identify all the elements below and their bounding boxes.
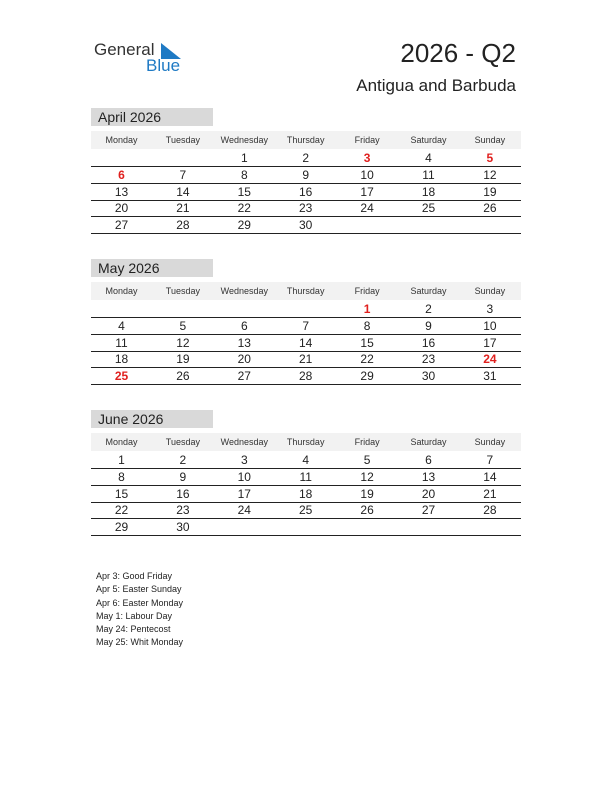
logo-text-general: General (94, 40, 155, 59)
month-label: May 2026 (91, 259, 213, 277)
day-cell: 26 (360, 503, 374, 518)
weekday-label: Wednesday (220, 286, 268, 296)
day-cell: 28 (176, 218, 190, 233)
day-cell: 20 (114, 201, 129, 216)
day-cell: 22 (360, 352, 374, 367)
day-cell: 19 (360, 486, 374, 501)
holiday-note: Apr 3: Good Friday (96, 571, 173, 581)
day-cell: 17 (237, 486, 251, 501)
day-cell: 18 (421, 184, 436, 199)
day-cell: 22 (114, 503, 129, 518)
day-cell: 3 (240, 453, 248, 467)
day-cell: 4 (425, 151, 432, 165)
weekday-label: Thursday (286, 286, 325, 296)
holiday-list (96, 570, 183, 650)
weekday-label: Friday (354, 437, 380, 447)
day-cell: 20 (237, 352, 251, 367)
weekday-label: Saturday (410, 437, 447, 447)
day-cell: 30 (421, 369, 436, 384)
weekday-label: Wednesday (220, 437, 268, 447)
day-cell: 18 (299, 486, 313, 501)
day-cell: 2 (425, 302, 432, 316)
week-row (91, 486, 521, 503)
day-cell: 7 (302, 318, 310, 333)
day-cell: 7 (179, 167, 187, 182)
day-cell: 10 (237, 469, 251, 484)
day-cell: 12 (483, 167, 497, 182)
week-row (91, 318, 521, 335)
holiday-note: May 25: Whit Monday (96, 637, 184, 648)
weekday-label: Saturday (410, 135, 447, 145)
week-row (91, 368, 521, 385)
day-cell: 19 (483, 184, 497, 199)
weekday-label: Tuesday (165, 437, 200, 447)
day-cell: 20 (421, 486, 436, 501)
day-cell: 23 (176, 503, 190, 518)
day-cell: 17 (360, 184, 374, 199)
day-cell: 6 (425, 453, 432, 467)
day-cell: 26 (176, 369, 190, 384)
holiday-note: Apr 5: Easter Sunday (96, 584, 182, 595)
day-cell: 16 (176, 486, 190, 501)
day-cell: 13 (237, 335, 251, 350)
day-cell: 3 (486, 302, 494, 316)
week-row (91, 335, 521, 352)
week-row (91, 502, 521, 519)
day-cell: 30 (299, 218, 313, 233)
day-cell: 18 (114, 352, 129, 367)
day-cell: 5 (486, 151, 494, 165)
week-row (91, 452, 521, 469)
day-cell: 5 (363, 453, 371, 467)
day-cell: 5 (179, 318, 187, 333)
week-row (91, 469, 521, 486)
day-cell: 4 (302, 453, 310, 467)
day-cell: 23 (299, 201, 313, 216)
day-cell: 25 (421, 201, 436, 216)
day-cell: 11 (299, 469, 312, 484)
weekday-label: Saturday (410, 286, 447, 296)
day-cell: 27 (421, 503, 436, 518)
day-cell: 4 (118, 318, 125, 333)
day-cell: 17 (483, 335, 497, 350)
day-cell: 30 (176, 520, 190, 535)
day-cell: 23 (421, 352, 436, 367)
day-cell: 29 (237, 218, 251, 233)
day-cell: 14 (483, 469, 497, 484)
weekday-label: Friday (354, 135, 380, 145)
day-cell: 27 (237, 369, 251, 384)
day-cell: 15 (237, 184, 251, 199)
day-cell: 21 (299, 352, 313, 367)
weekday-header-row (91, 282, 521, 300)
country-name: Antigua and Barbuda (356, 76, 516, 95)
day-cell: 21 (176, 201, 190, 216)
weekday-label: Monday (105, 135, 138, 145)
weekday-label: Sunday (474, 437, 506, 447)
brand-logo (94, 40, 194, 80)
day-cell: 3 (363, 151, 371, 165)
holiday-note: May 24: Pentecost (96, 624, 171, 635)
day-cell: 26 (483, 201, 497, 216)
day-cell: 31 (483, 369, 497, 384)
day-cell: 24 (360, 201, 374, 216)
day-cell: 8 (363, 318, 371, 333)
day-cell: 19 (176, 352, 190, 367)
day-cell: 24 (483, 352, 497, 367)
day-cell: 13 (114, 184, 129, 199)
day-cell: 7 (486, 453, 494, 467)
day-cell: 9 (179, 469, 187, 484)
day-cell: 8 (118, 469, 125, 484)
day-cell: 28 (299, 369, 313, 384)
weekday-label: Monday (105, 286, 138, 296)
day-cell: 27 (114, 218, 129, 233)
day-cell: 16 (299, 184, 313, 199)
day-cell: 11 (115, 335, 128, 350)
day-cell: 2 (179, 453, 187, 467)
day-cell: 29 (114, 520, 129, 535)
weekday-label: Thursday (286, 135, 325, 145)
logo-text-blue: Blue (146, 56, 181, 75)
day-cell: 14 (299, 335, 313, 350)
week-row (91, 200, 521, 217)
day-cell: 8 (240, 167, 248, 182)
day-cell: 12 (176, 335, 190, 350)
week-row (91, 150, 521, 167)
day-cell: 6 (240, 318, 248, 333)
day-cell: 15 (360, 335, 374, 350)
week-row (91, 167, 521, 184)
weekday-label: Wednesday (220, 135, 268, 145)
day-cell: 14 (176, 184, 190, 199)
day-cell: 13 (421, 469, 436, 484)
weekday-label: Monday (105, 437, 138, 447)
day-cell: 24 (237, 503, 251, 518)
week-row (91, 351, 521, 368)
day-cell: 10 (360, 167, 374, 182)
weekday-header-row (91, 131, 521, 149)
day-cell: 11 (422, 167, 435, 182)
day-cell: 9 (302, 167, 310, 182)
day-cell: 25 (114, 369, 129, 384)
day-cell: 6 (118, 167, 125, 182)
day-cell: 21 (483, 486, 497, 501)
page-title: 2026 - Q2 (400, 38, 516, 68)
day-cell: 2 (302, 151, 310, 165)
holiday-note: May 1: Labour Day (96, 610, 173, 621)
weekday-label: Tuesday (165, 135, 200, 145)
weekday-label: Sunday (474, 135, 506, 145)
day-cell: 22 (237, 201, 251, 216)
month-label: April 2026 (91, 108, 213, 126)
weekday-label: Thursday (286, 437, 325, 447)
week-row (91, 217, 521, 234)
day-cell: 15 (114, 486, 129, 501)
day-cell: 10 (483, 318, 497, 333)
day-cell: 12 (360, 469, 374, 484)
week-row (91, 301, 521, 318)
day-cell: 16 (421, 335, 436, 350)
day-cell: 9 (425, 318, 432, 333)
day-cell: 1 (363, 302, 371, 316)
weekday-label: Friday (354, 286, 380, 296)
day-cell: 28 (483, 503, 497, 518)
weekday-label: Tuesday (165, 286, 200, 296)
week-row (91, 519, 521, 536)
day-cell: 29 (360, 369, 374, 384)
day-cell: 1 (118, 453, 125, 467)
day-cell: 25 (299, 503, 313, 518)
holiday-note: Apr 6: Easter Monday (96, 597, 184, 608)
day-cell: 1 (240, 151, 248, 165)
week-row (91, 184, 521, 201)
month-label: June 2026 (91, 410, 213, 428)
weekday-header-row (91, 433, 521, 451)
weekday-label: Sunday (474, 286, 506, 296)
